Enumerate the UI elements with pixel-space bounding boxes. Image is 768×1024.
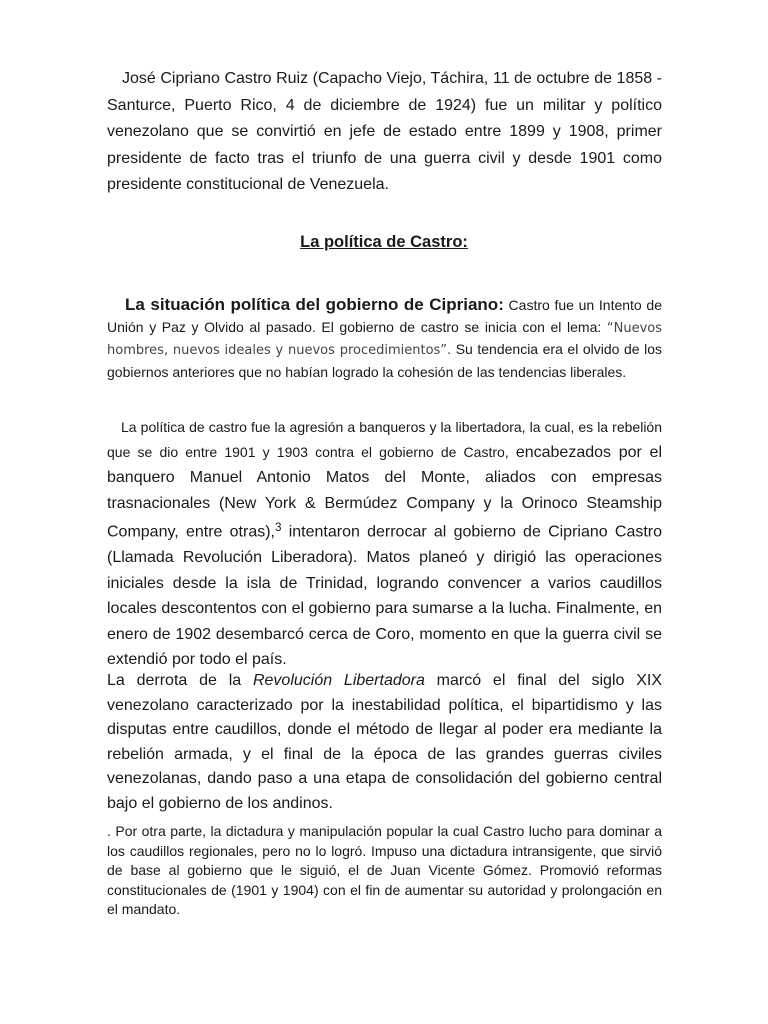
defeat-text-b: marcó el final del siglo XIX venezolano caracterizado por la inestabilidad política, el bipartidismo y las disputas entre caudillos, donde el método de llegar al poder era mediante la rebelión armada, y el final de la época de las grandes guerras civiles venezolanas, dando paso a una etapa de consolidación del gobierno central bajo el gobierno de los andinos. bbox=[107, 672, 662, 812]
situation-paragraph bbox=[107, 294, 662, 383]
policy-start: La política de castro fue la agresión a banqueros y la libertadora, la cual, es la rebelión que se dio entre 1901 y 1903 contra el gobierno de Castro, bbox=[107, 419, 662, 460]
defeat-paragraph bbox=[107, 669, 662, 816]
policy-paragraph bbox=[107, 415, 662, 673]
situation-text-b: Su tendencia era el olvido de los gobiernos anteriores que no habían logrado la cohesión de las tendencias liberales. bbox=[107, 341, 662, 380]
defeat-italic: Revolución Libertadora bbox=[252, 672, 425, 689]
dictatorship-paragraph: . Por otra parte, la dictadura y manipulación popular la cual Castro lucho para dominar a los caudillos regionales, pero no lo logró. Impuso una dictadura intransigente, que sirvió de base al gobierno que le siguió, el de Juan Vicente Gómez. Promovió reformas constitucionales de (1901 y 1904) con el fin de aumentar su autoridad y prolongación en el mandato. bbox=[107, 823, 662, 917]
intro-paragraph: José Cipriano Castro Ruiz (Capacho Viejo, Táchira, 11 de octubre de 1858 - Santurce, Puerto Rico, 4 de diciembre de 1924) fue un militar y político venezolano que se convirtió en jefe de estado entre 1899 y 1908, primer presidente de facto tras el triunfo de una guerra civil y desde 1901 como presidente constitucional de Venezuela. bbox=[107, 70, 662, 193]
section-heading: La política de Castro: bbox=[300, 233, 468, 251]
footnote-ref: 3 bbox=[275, 521, 282, 534]
policy-rest: Matos planeó y dirigió las operaciones iniciales desde la isla de Trinidad, logrando convencer a varios caudillos locales descontentos con el gobierno para sumarse a la lucha. Finalmente, en enero de 1902 desembarcó cerca de Coro, momento en que la guerra civil se extendió por todo el país. bbox=[107, 549, 662, 669]
situation-text-a: Castro fue un Intento de Unión y Paz y Olvido al pasado. El gobierno de castro se inicia con el lema: bbox=[107, 297, 662, 335]
defeat-text-a: La derrota de la bbox=[107, 672, 253, 689]
situation-lead: La situación política del gobierno de Cipriano: bbox=[125, 295, 504, 314]
policy-big-a: encabezados por el banquero Manuel Antonio Matos del Monte, aliados con empresas trasnacionales (New York & Bermúdez Company y la Orinoco Steamship Company, entre otras), bbox=[107, 443, 663, 541]
policy-big-b: intentaron derrocar al gobierno de Cipriano Castro (Llamada Revolución Liberadora). bbox=[107, 523, 663, 567]
situation-motto: “Nuevos hombres, nuevos ideales y nuevos procedimientos”. bbox=[107, 320, 662, 358]
